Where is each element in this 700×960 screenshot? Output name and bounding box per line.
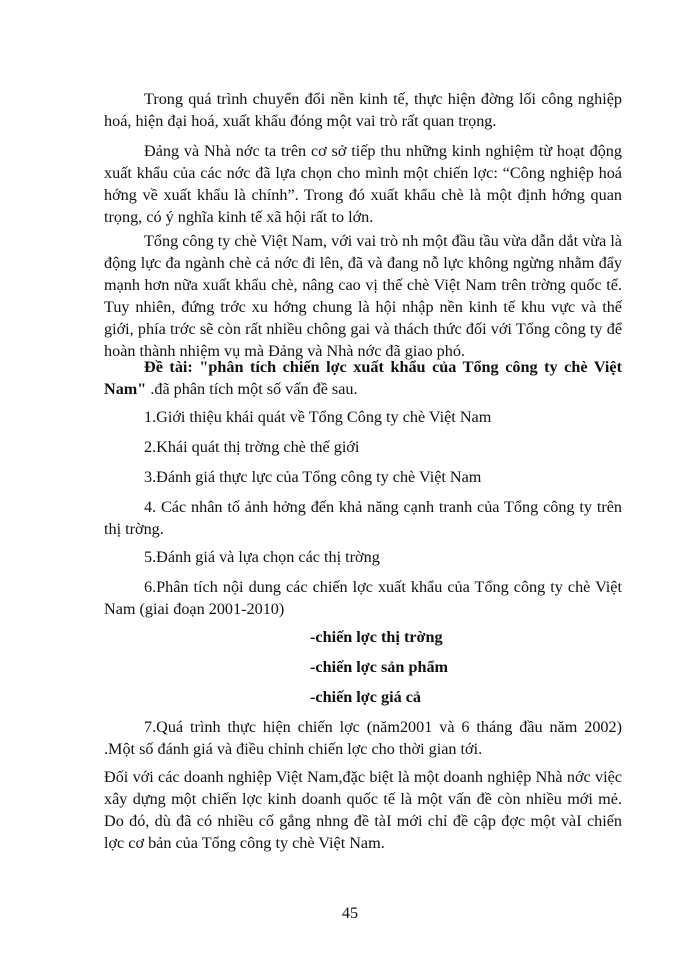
- list-item-2: 2.Khái quát thị trờng chè thế giới: [144, 438, 360, 456]
- topic-title: Đề tài: "phân tích chiến lợc xuất khẩu của Tổng công ty chè Việt Nam": [104, 358, 622, 398]
- strategy-product: -chiến lợc sản phẩm: [310, 658, 449, 676]
- party-strategy-paragraph: Đảng và Nhà nớc ta trên cơ sở tiếp thu những kinh nghiệm từ hoạt động xuất khẩu của các nớc đã lựa chọn cho mình một chiến lợc: “Công nghiệp hoá hớng về xuất khẩu là chính”. Trong đó xuất khẩu chè là một định hớng quan trọng, có ý nghĩa kinh tế xã hội rất to lớn.: [104, 142, 622, 226]
- list-item-3: 3.Đánh giá thực lực của Tổng công ty chè Việt Nam: [144, 468, 482, 486]
- list-item-1: 1.Giới thiệu khái quát về Tổng Công ty chè Việt Nam: [144, 408, 492, 426]
- page-number: 45: [341, 904, 359, 922]
- topic-description: .đã phân tích một số vấn đề sau.: [146, 380, 358, 398]
- strategy-price: -chiến lợc giá cả: [310, 688, 422, 706]
- topic-paragraph: [104, 356, 622, 400]
- list-item-5: 5.Đánh giá và lựa chọn các thị trờng: [144, 548, 380, 566]
- closing-paragraph: Đối với các doanh nghiệp Việt Nam,đặc biệt là một doanh nghiệp Nhà nớc việc xây dựng một chiến lợc kinh doanh quốc tế là một vấn đề còn nhiều mới mẻ. Do đó, dù đã có nhiều cố gắng nhng đề tàI mới chỉ đề cập đợc một vàI chiến lợc cơ bản của Tổng công ty chè Việt Nam.: [104, 768, 622, 852]
- corporation-role-paragraph: Tổng công ty chè Việt Nam, với vai trò nh một đầu tầu vừa dẫn dắt vừa là động lực đa ngành chè cả nớc đi lên, đã và đang nỗ lực không ngừng nhằm đẩy mạnh hơn nữa xuất khẩu chè, nâng cao vị thế chè Việt Nam trên trờng quốc tế. Tuy nhiên, đứng trớc xu hớng chung là hội nhập nền kinh tế khu vực và thế giới, phía trớc sẽ còn rất nhiều chông gai và thách thức đối với Tổng công ty để hoàn thành nhiệm vụ mà Đảng và Nhà nớc đã giao phó.: [104, 232, 622, 360]
- intro-paragraph: Trong quá trình chuyển đổi nền kinh tế, thực hiện đờng lối công nghiệp hoá, hiện đại hoá, xuất khẩu đóng một vai trò rất quan trọng.: [104, 90, 622, 130]
- list-item-6: 6.Phân tích nội dung các chiến lợc xuất khẩu của Tổng công ty chè Việt Nam (giai đoạn 2001-2010): [104, 578, 622, 618]
- strategy-market: -chiến lợc thị trờng: [310, 628, 443, 646]
- list-item-4: 4. Các nhân tố ảnh hởng đến khả năng cạnh tranh của Tổng công ty trên thị trờng.: [104, 498, 622, 538]
- list-item-7: 7.Quá trình thực hiện chiến lợc (năm2001 và 6 tháng đầu năm 2002) .Một số đánh giá và điều chỉnh chiến lợc cho thời gian tới.: [104, 718, 622, 758]
